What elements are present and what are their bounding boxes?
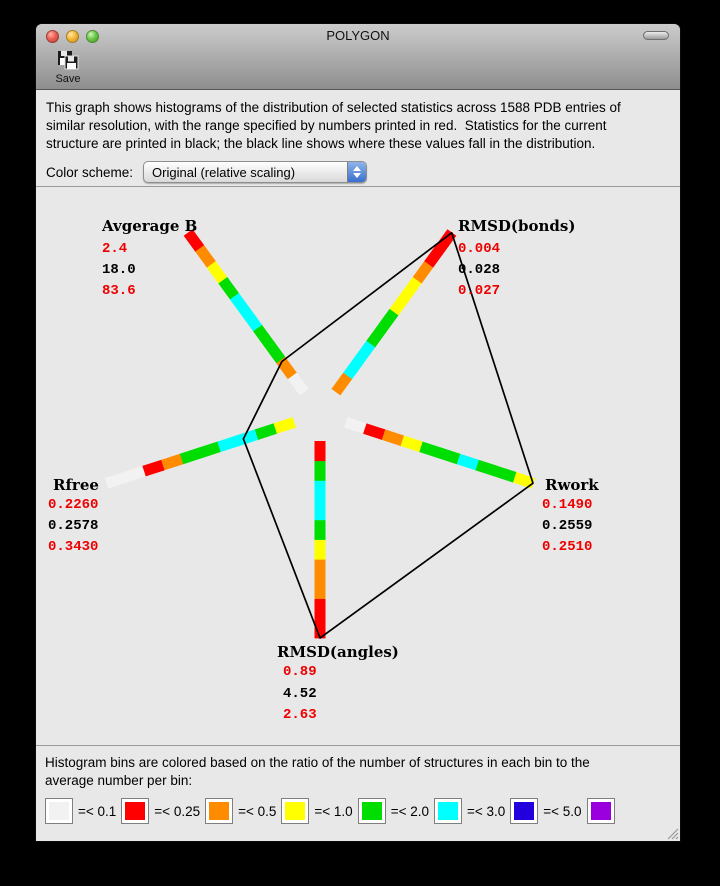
axis-current-avg_b: 18.0 [102,262,136,278]
legend-swatch-box [358,798,386,824]
histogram-segment [274,417,297,434]
axis-max-rmsd_bonds: 0.027 [458,283,501,299]
legend-bin-label: =< 0.5 [238,803,277,819]
legend-swatch [285,802,305,820]
axis-min-avg_b: 2.4 [102,241,128,257]
color-scheme-row [46,161,670,183]
legend-swatch-box [281,798,309,824]
color-scheme-select[interactable] [143,161,367,183]
color-scheme-selected-value: Original (relative scaling) [152,164,296,180]
toolbar-toggle-button[interactable] [643,31,669,40]
legend-swatch-box [205,798,233,824]
legend-bin [587,798,615,824]
polygon-window [36,24,680,841]
axis-min-rmsd_angles: 0.89 [283,664,317,680]
save-button-label: Save [55,73,81,85]
histogram-bar-avg_b [184,229,309,395]
save-button[interactable] [46,47,90,85]
histogram-segment [400,435,423,452]
legend-bin [205,798,276,824]
legend-swatch-box [587,798,615,824]
axis-label-rmsd_bonds: RMSD(bonds) [458,217,576,235]
legend-bin-label: =< 0.25 [154,803,201,819]
zoom-button[interactable] [86,30,99,43]
window-title: POLYGON [326,28,390,43]
histogram-segment [105,472,128,489]
axis-max-rmsd_angles: 2.63 [283,707,317,723]
legend-bin [45,798,116,824]
polygon-plot-area [36,187,680,745]
popup-arrows-icon [347,162,366,182]
histogram-bar-rfree [105,417,296,488]
legend-swatch [438,802,458,820]
histogram-segment [217,435,240,452]
axis-current-rfree: 0.2578 [48,518,99,534]
histogram-segment [142,460,165,477]
minimize-button[interactable] [66,30,79,43]
histogram-segment [315,579,326,599]
legend-swatch [591,802,611,820]
description-text: similar resolution, with the range specified by numbers printed in red. Statistics for the current [46,118,607,133]
axis-label-rwork: Rwork [545,476,599,494]
axis-label-rfree: Rfree [53,476,99,494]
histogram-segment [315,559,326,579]
axis-min-rfree: 0.2260 [48,497,99,513]
histogram-segment [199,441,222,458]
histogram-segment [255,423,278,440]
axis-label-rmsd_angles: RMSD(angles) [277,643,399,661]
legend-panel [36,745,680,841]
histogram-segment [161,454,184,471]
legend-bin-label: =< 1.0 [314,803,353,819]
histogram-segment [315,540,326,560]
histogram-segment [381,429,404,446]
histogram-segment [494,466,517,483]
legend-bin [121,798,200,824]
histogram-segment [456,454,479,471]
legend-bin [358,798,429,824]
legend-bin-label: =< 0.1 [78,803,117,819]
description-text: structure are printed in black; the black line shows where these values fall in the distribution. [46,136,596,151]
histogram-segment [315,461,326,481]
histogram-bar-rwork [344,417,535,488]
histogram-segment [124,466,147,483]
histogram-segment [315,599,326,619]
legend-bin [434,798,505,824]
legend-text: Histogram bins are colored based on the ratio of the number of structures in each bin to the [45,755,590,770]
axis-min-rmsd_bonds: 0.004 [458,241,501,257]
axis-current-rwork: 0.2559 [542,518,593,534]
color-scheme-label: Color scheme: [46,164,134,180]
legend-bins-row [45,798,671,824]
legend-swatch-box [121,798,149,824]
legend-bin-label: =< 2.0 [390,803,429,819]
close-button[interactable] [46,30,59,43]
histogram-segment [438,448,461,465]
legend-text: average number per bin: [45,773,193,788]
axis-max-avg_b: 83.6 [102,283,136,299]
legend-swatch-box [45,798,73,824]
legend-swatch [209,802,229,820]
axis-max-rwork: 0.2510 [542,539,593,555]
save-icon [55,47,81,73]
histogram-segment [315,520,326,540]
legend-bin [510,798,581,824]
resize-grip[interactable] [665,826,679,840]
histogram-segment [315,500,326,520]
legend-swatch-box [434,798,462,824]
window-header [36,24,680,90]
histogram-segment [475,460,498,477]
description-panel [36,90,680,187]
title-bar [36,24,680,46]
histogram-bar-rmsd_angles [315,441,326,638]
legend-bin-label: =< 5.0 [543,803,582,819]
histogram-segment [315,480,326,500]
legend-bin [281,798,352,824]
legend-swatch-box [510,798,538,824]
axis-min-rwork: 0.1490 [542,497,593,513]
axis-max-rfree: 0.3430 [48,539,99,555]
legend-swatch [125,802,145,820]
description-text: This graph shows histograms of the distribution of selected statistics across 1588 PDB entries of [46,100,621,115]
histogram-segment [363,423,386,440]
histogram-bar-rmsd_bonds [331,229,456,395]
axis-current-rmsd_bonds: 0.028 [458,262,501,278]
axis-current-rmsd_angles: 4.52 [283,686,317,702]
polygon-chart [36,187,680,745]
histogram-segment [344,417,367,434]
histogram-segment [419,441,442,458]
legend-swatch [514,802,534,820]
histogram-segment [315,441,326,461]
axis-label-avg_b: Avgerage B [102,217,198,235]
legend-bin-label: =< 3.0 [466,803,506,819]
legend-swatch [49,802,69,820]
legend-swatch [362,802,382,820]
histogram-segment [180,448,203,465]
traffic-lights [46,30,99,43]
